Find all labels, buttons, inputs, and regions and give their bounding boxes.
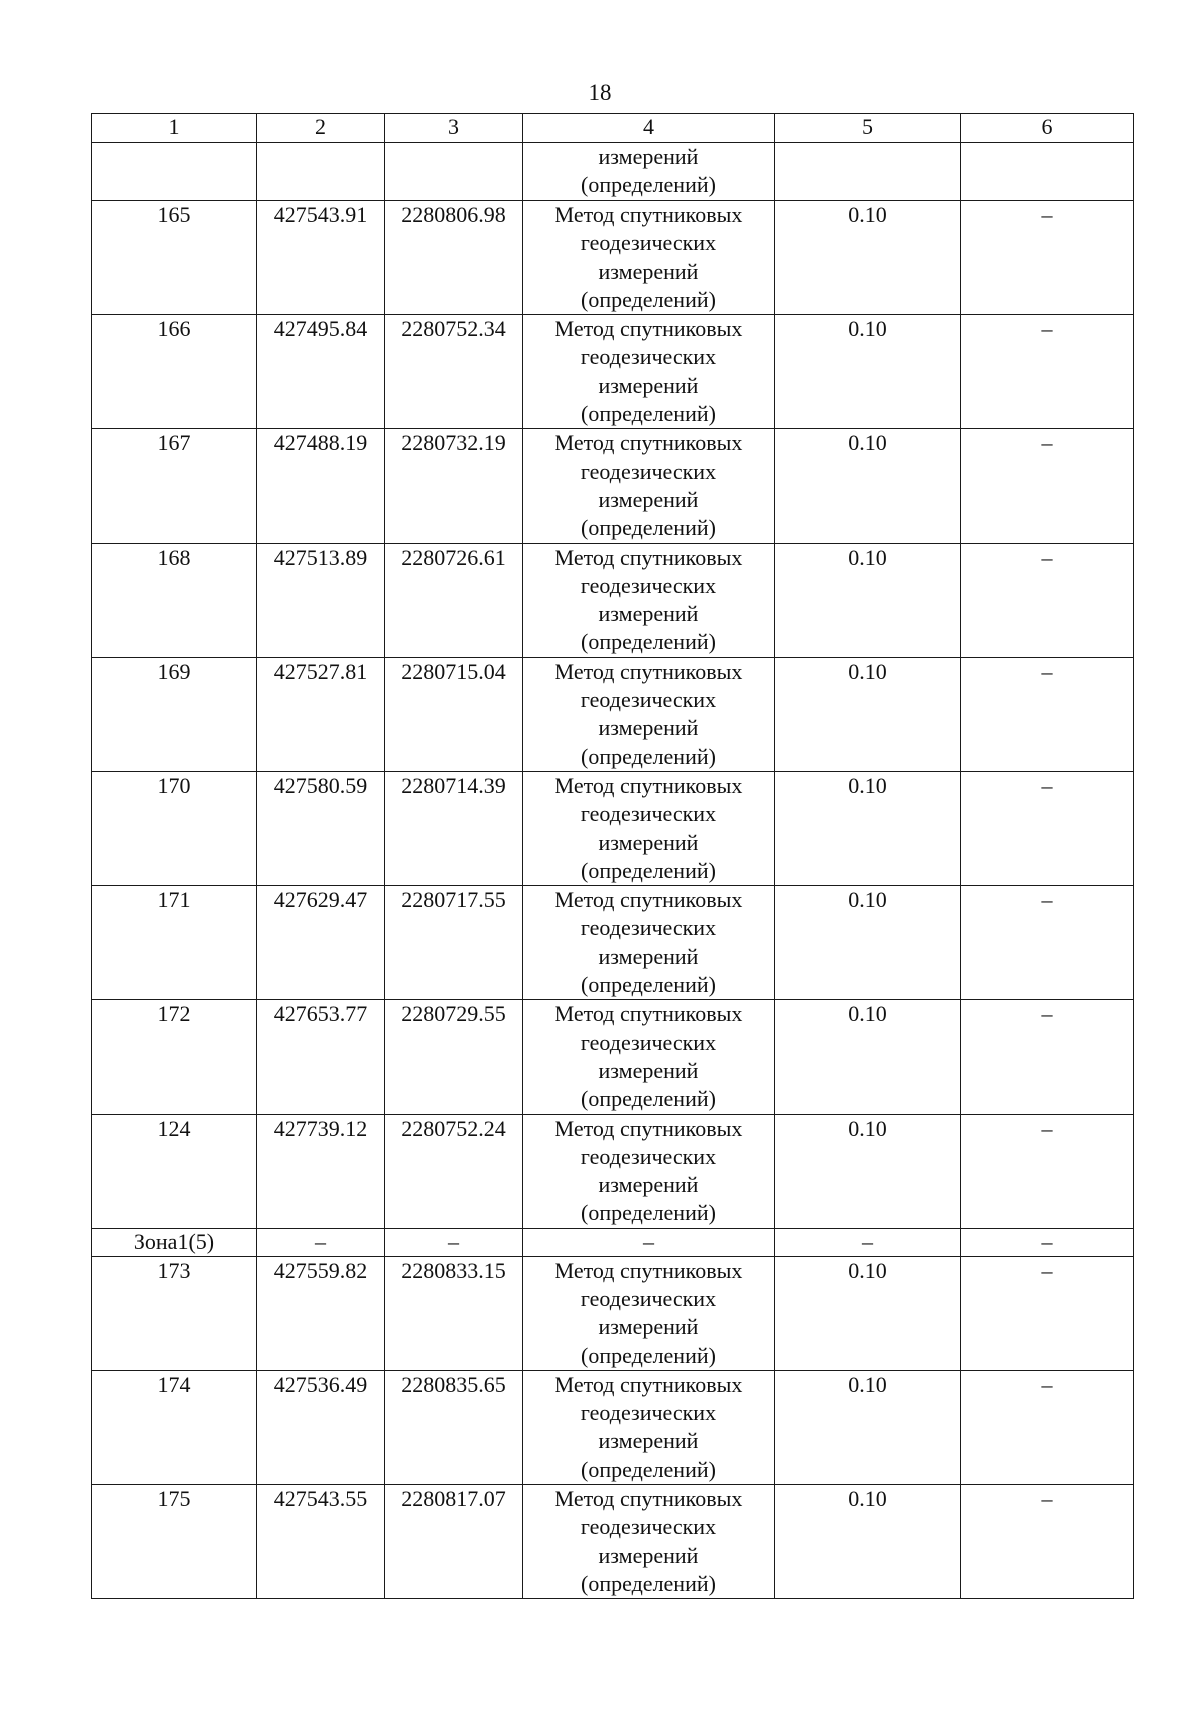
method-line: измерений [598, 943, 699, 969]
table-row [92, 543, 1134, 657]
point-number-cell: 175 [92, 1485, 257, 1599]
accuracy-cell: 0.10 [775, 1370, 961, 1484]
x-coordinate-cell: 427536.49 [257, 1370, 385, 1484]
note-cell: – [961, 657, 1134, 771]
empty-cell [92, 143, 257, 201]
method-cell [523, 1370, 775, 1484]
method-line: измерений [598, 1428, 699, 1454]
method-line: (определений) [581, 743, 716, 769]
method-line: измерений [598, 601, 699, 627]
method-line: (определений) [581, 1456, 716, 1482]
method-line: Метод спутниковых [554, 1371, 743, 1397]
method-cell [523, 657, 775, 771]
empty-cell [961, 143, 1134, 201]
method-line: (определений) [581, 401, 716, 427]
method-line: (определений) [581, 1200, 716, 1226]
dash-cell: – [961, 1228, 1134, 1256]
page-number: 18 [588, 80, 612, 105]
point-number-cell: 172 [92, 1000, 257, 1114]
method-line: Метод спутниковых [554, 658, 743, 684]
method-line: измерений [598, 829, 699, 855]
note-cell: – [961, 1114, 1134, 1228]
method-line: (определений) [581, 1570, 716, 1596]
column-header: 5 [775, 114, 961, 143]
accuracy-cell: 0.10 [775, 1114, 961, 1228]
table-row [92, 315, 1134, 429]
method-line: Метод спутниковых [554, 430, 743, 456]
y-coordinate-cell: 2280729.55 [385, 1000, 523, 1114]
method-line: измерений [598, 1314, 699, 1340]
x-coordinate-cell: 427653.77 [257, 1000, 385, 1114]
note-cell: – [961, 886, 1134, 1000]
accuracy-cell: 0.10 [775, 315, 961, 429]
column-header: 1 [92, 114, 257, 143]
coordinates-table [91, 113, 1134, 1599]
column-header: 4 [523, 114, 775, 143]
point-number-cell: 174 [92, 1370, 257, 1484]
table-row [92, 1370, 1134, 1484]
method-line: геодезических [580, 915, 717, 941]
y-coordinate-cell: 2280752.24 [385, 1114, 523, 1228]
method-line: Метод спутниковых [554, 202, 743, 227]
method-cell [523, 315, 775, 429]
y-coordinate-cell: 2280806.98 [385, 201, 523, 315]
y-coordinate-cell: 2280835.65 [385, 1370, 523, 1484]
y-coordinate-cell: 2280717.55 [385, 886, 523, 1000]
method-cell [523, 1256, 775, 1370]
method-line: геодезических [580, 1029, 717, 1055]
accuracy-cell: 0.10 [775, 429, 961, 543]
note-cell: – [961, 1256, 1134, 1370]
note-cell: – [961, 1485, 1134, 1599]
column-header: 6 [961, 114, 1134, 143]
accuracy-cell: 0.10 [775, 1485, 961, 1599]
method-line: геодезических [580, 458, 717, 484]
method-line: геодезических [580, 801, 717, 827]
table-row [92, 201, 1134, 315]
column-header: 2 [257, 114, 385, 143]
method-cell [523, 1114, 775, 1228]
method-line: измерений [598, 144, 699, 169]
method-line: геодезических [580, 1514, 717, 1540]
x-coordinate-cell: 427543.55 [257, 1485, 385, 1599]
y-coordinate-cell: 2280732.19 [385, 429, 523, 543]
accuracy-cell: 0.10 [775, 771, 961, 885]
accuracy-cell: 0.10 [775, 886, 961, 1000]
accuracy-cell: 0.10 [775, 657, 961, 771]
method-line: измерений [598, 258, 699, 284]
table-row [92, 771, 1134, 885]
method-line: измерений [598, 715, 699, 741]
table-row [92, 1000, 1134, 1114]
x-coordinate-cell: 427543.91 [257, 201, 385, 315]
point-number-cell: 166 [92, 315, 257, 429]
point-number-cell: 173 [92, 1256, 257, 1370]
empty-cell [775, 143, 961, 201]
method-line: (определений) [581, 172, 716, 198]
x-coordinate-cell: 427580.59 [257, 771, 385, 885]
x-coordinate-cell: 427629.47 [257, 886, 385, 1000]
method-line: геодезических [580, 687, 717, 713]
zone-label: Зона1(5) [92, 1228, 257, 1256]
method-line: геодезических [580, 1285, 717, 1311]
table-header [92, 114, 1134, 143]
table-row [92, 657, 1134, 771]
zone-row [92, 1228, 1134, 1256]
method-line: (определений) [581, 1342, 716, 1368]
method-line: измерений [598, 1057, 699, 1083]
x-coordinate-cell: 427488.19 [257, 429, 385, 543]
method-line: (определений) [581, 286, 716, 312]
y-coordinate-cell: 2280714.39 [385, 771, 523, 885]
point-number-cell: 165 [92, 201, 257, 315]
note-cell: – [961, 429, 1134, 543]
x-coordinate-cell: 427559.82 [257, 1256, 385, 1370]
method-line: геодезических [580, 230, 717, 256]
method-line: Метод спутниковых [554, 316, 743, 342]
method-line: измерений [598, 1172, 699, 1198]
method-line: (определений) [581, 857, 716, 883]
accuracy-cell: 0.10 [775, 1000, 961, 1114]
method-line: Метод спутниковых [554, 1486, 743, 1512]
x-coordinate-cell: 427739.12 [257, 1114, 385, 1228]
table-row [92, 1114, 1134, 1228]
note-cell: – [961, 1370, 1134, 1484]
table-body [92, 143, 1134, 1599]
y-coordinate-cell: 2280715.04 [385, 657, 523, 771]
method-cell [523, 771, 775, 885]
table-row [92, 1256, 1134, 1370]
method-line: измерений [598, 372, 699, 398]
continuation-row [92, 143, 1134, 201]
method-line: геодезических [580, 572, 717, 598]
dash-cell: – [385, 1228, 523, 1256]
accuracy-cell: 0.10 [775, 1256, 961, 1370]
column-header: 3 [385, 114, 523, 143]
point-number-cell: 171 [92, 886, 257, 1000]
note-cell: – [961, 315, 1134, 429]
table-row [92, 886, 1134, 1000]
method-line: измерений [598, 486, 699, 512]
method-cell [523, 429, 775, 543]
method-cell [523, 1485, 775, 1599]
dash-cell: – [775, 1228, 961, 1256]
table-row [92, 429, 1134, 543]
method-line: Метод спутниковых [554, 544, 743, 570]
method-line: Метод спутниковых [554, 772, 743, 798]
method-cell [523, 201, 775, 315]
method-line: геодезических [580, 344, 717, 370]
empty-cell [257, 143, 385, 201]
note-cell: – [961, 1000, 1134, 1114]
method-cell [523, 886, 775, 1000]
dash-cell: – [257, 1228, 385, 1256]
method-line: (определений) [581, 972, 716, 998]
point-number-cell: 124 [92, 1114, 257, 1228]
method-line: Метод спутниковых [554, 1001, 743, 1027]
method-line: (определений) [581, 1086, 716, 1112]
method-line: Метод спутниковых [554, 1115, 743, 1141]
accuracy-cell: 0.10 [775, 201, 961, 315]
table-row [92, 1485, 1134, 1599]
point-number-cell: 168 [92, 543, 257, 657]
method-cell [523, 543, 775, 657]
point-number-cell: 169 [92, 657, 257, 771]
note-cell: – [961, 543, 1134, 657]
x-coordinate-cell: 427527.81 [257, 657, 385, 771]
method-line: геодезических [580, 1400, 717, 1426]
y-coordinate-cell: 2280833.15 [385, 1256, 523, 1370]
y-coordinate-cell: 2280817.07 [385, 1485, 523, 1599]
method-cell [523, 1000, 775, 1114]
point-number-cell: 170 [92, 771, 257, 885]
method-line: геодезических [580, 1143, 717, 1169]
method-line: измерений [598, 1542, 699, 1568]
method-line: Метод спутниковых [554, 887, 743, 913]
x-coordinate-cell: 427495.84 [257, 315, 385, 429]
y-coordinate-cell: 2280726.61 [385, 543, 523, 657]
method-line: Метод спутниковых [554, 1257, 743, 1283]
x-coordinate-cell: 427513.89 [257, 543, 385, 657]
method-cell [523, 143, 775, 201]
method-line: (определений) [581, 629, 716, 655]
note-cell: – [961, 201, 1134, 315]
accuracy-cell: 0.10 [775, 543, 961, 657]
note-cell: – [961, 771, 1134, 885]
header-row [92, 114, 1134, 143]
dash-cell: – [523, 1228, 775, 1256]
y-coordinate-cell: 2280752.34 [385, 315, 523, 429]
point-number-cell: 167 [92, 429, 257, 543]
method-line: (определений) [581, 515, 716, 541]
empty-cell [385, 143, 523, 201]
